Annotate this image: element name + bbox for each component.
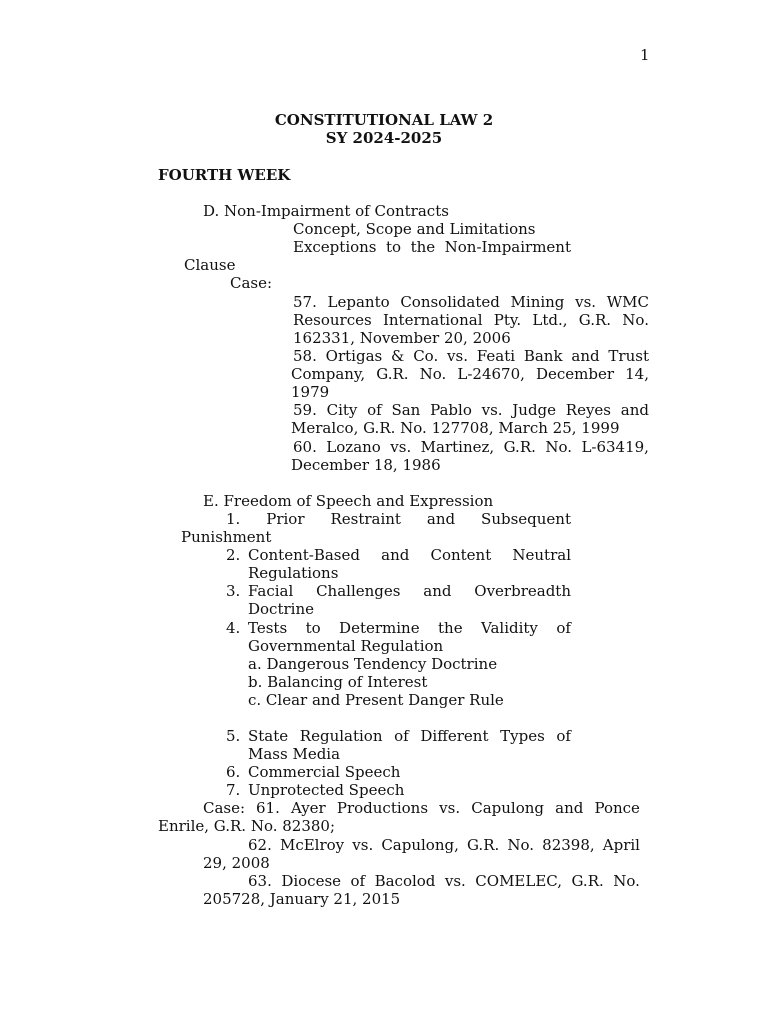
item-5-line-2: Mass Media — [248, 745, 341, 763]
section-d-topic-1: Concept, Scope and Limitations — [293, 220, 536, 238]
case-60-line-1: 60. Lozano vs. Martinez, G.R. No. L-63419, — [293, 438, 649, 456]
section-e-heading: E. Freedom of Speech and Expression — [203, 492, 494, 510]
page-number: 1 — [640, 46, 650, 64]
item-4-line-2: Governmental Regulation — [248, 637, 444, 655]
case-59-line-2: Meralco, G.R. No. 127708, March 25, 1999 — [291, 419, 620, 437]
item-4-line-1: Tests to Determine the Validity of — [248, 619, 571, 637]
section-e-item-1: 1. Prior Restraint and Subsequent — [226, 510, 571, 528]
item-3-line-2: Doctrine — [248, 600, 314, 618]
item-4-number: 4. — [226, 619, 241, 637]
item-7-number: 7. — [226, 781, 241, 799]
sub-item-b: b. Balancing of Interest — [248, 673, 428, 691]
case-58-line-2: Company, G.R. No. L-24670, December 14, — [291, 365, 649, 383]
item-3-line-1: Facial Challenges and Overbreadth — [248, 582, 571, 600]
case-63-line-1: 63. Diocese of Bacolod vs. COMELEC, G.R. No. — [248, 872, 640, 890]
case-62-line-2: 29, 2008 — [203, 854, 270, 872]
case-61-line-1: 61. Ayer Productions vs. Capulong and Ponce — [256, 799, 640, 817]
case-59-line-1: 59. City of San Pablo vs. Judge Reyes and — [293, 401, 649, 419]
item-2-line-2: Regulations — [248, 564, 339, 582]
sub-item-c: c. Clear and Present Danger Rule — [248, 691, 504, 709]
item-2-number: 2. — [226, 546, 241, 564]
section-d-topic-2: Exceptions to the Non-Impairment — [293, 238, 571, 256]
week-heading: FOURTH WEEK — [158, 166, 291, 184]
case-57-line-2: Resources International Pty. Ltd., G.R. No. — [293, 311, 649, 329]
case-57-line-3: 162331, November 20, 2006 — [293, 329, 511, 347]
section-e-item-1-end: Punishment — [181, 528, 272, 546]
case-60-line-2: December 18, 1986 — [291, 456, 441, 474]
item-5-number: 5. — [226, 727, 241, 745]
case-58-line-3: 1979 — [291, 383, 330, 401]
item-7-text: Unprotected Speech — [248, 781, 405, 799]
item-5-line-1: State Regulation of Different Types of — [248, 727, 571, 745]
section-d-topic-2-end: Clause — [184, 256, 236, 274]
case-62-line-1: 62. McElroy vs. Capulong, G.R. No. 82398, April — [248, 836, 640, 854]
item-6-text: Commercial Speech — [248, 763, 401, 781]
school-year: SY 2024-2025 — [325, 129, 443, 147]
case-58-line-1: 58. Ortigas & Co. vs. Feati Bank and Trust — [293, 347, 649, 365]
case-63-line-2: 205728, January 21, 2015 — [203, 890, 401, 908]
section-d-case-label: Case: — [230, 274, 273, 292]
item-2-line-1: Content-Based and Content Neutral — [248, 546, 571, 564]
sub-item-a: a. Dangerous Tendency Doctrine — [248, 655, 498, 673]
item-3-number: 3. — [226, 582, 241, 600]
section-d-heading: D. Non-Impairment of Contracts — [203, 202, 449, 220]
case-57-line-1: 57. Lepanto Consolidated Mining vs. WMC — [293, 293, 649, 311]
case-61-line-2: Enrile, G.R. No. 82380; — [158, 817, 336, 835]
course-title: CONSTITUTIONAL LAW 2 — [274, 111, 494, 129]
item-6-number: 6. — [226, 763, 241, 781]
section-e-case-label: Case: — [203, 799, 246, 817]
